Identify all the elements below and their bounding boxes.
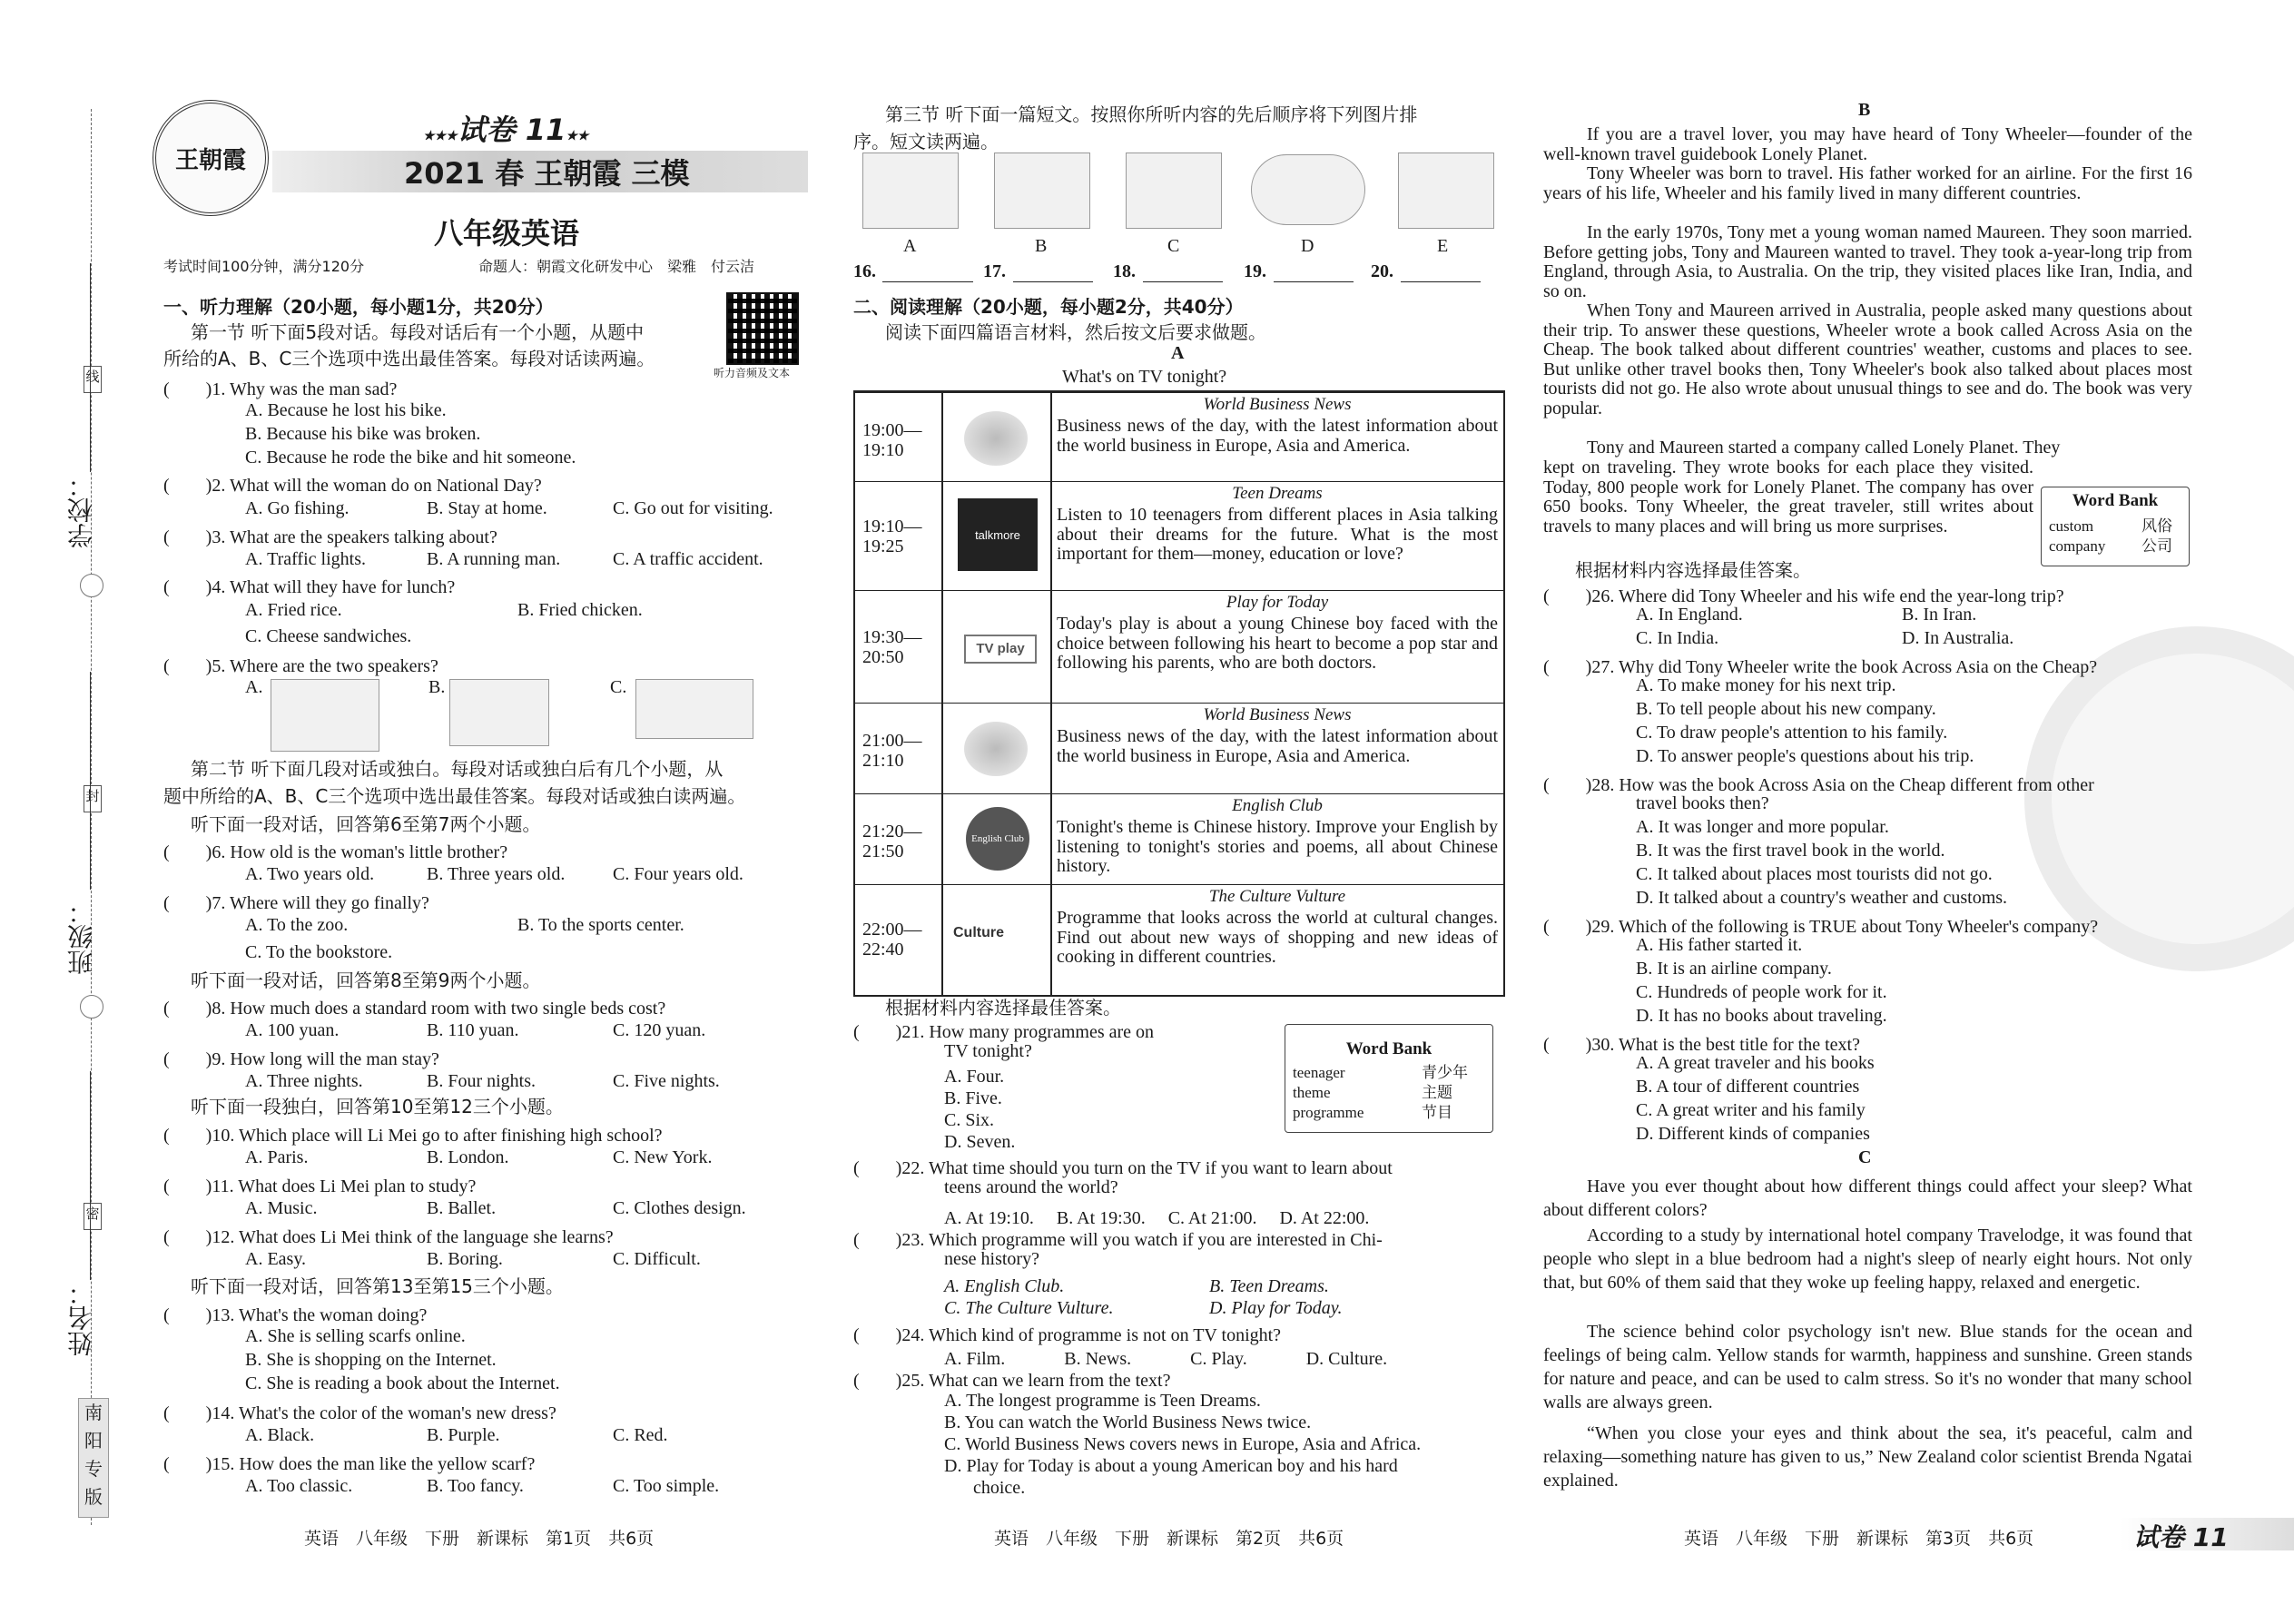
option[interactable]: D. In Australia. [1902,628,2014,648]
option[interactable]: B. Stay at home. [427,498,547,518]
option[interactable]: A. She is selling scarfs online. [245,1326,466,1346]
program-desc: Listen to 10 teenagers from different places in Asia talking about their dreams for the future. What is the most important for them—money, education or love? [1057,505,1498,564]
edition-char: 南 [84,1402,103,1423]
option[interactable]: B. A tour of different countries [1636,1077,1860,1097]
option[interactable]: C. World Business News covers news in Europe, Asia and Africa. [944,1434,1422,1454]
picture-label: D [1301,236,1314,256]
word-bank-meaning: 青少年 [1422,1064,1468,1082]
time-end: 21:10 [862,751,904,771]
star-icon: ★★★ [423,130,458,143]
word-bank-meaning: 风俗 [2141,517,2172,536]
news-icon [964,411,1028,466]
question-15[interactable]: ( )15. How does the man like the yellow scarf? [163,1454,536,1474]
blank-number: 18. [1113,261,1136,281]
answer-blank[interactable] [1244,261,1266,282]
passage-b-paragraph: If you are a travel lover, you may have heard of Tony Wheeler—founder of the well-known travel guidebook Lonely Planet. [1543,124,2192,164]
option[interactable]: A. Because he lost his bike. [245,400,447,420]
option[interactable]: B. Too fancy. [427,1476,524,1496]
page-footer: 英语 八年级 下册 新课标 第3页 共6页 [1684,1529,2034,1549]
edition-char: 阳 [84,1430,103,1452]
option[interactable]: C. Six. [944,1110,995,1130]
option[interactable]: B. Because his bike was broken. [245,424,481,444]
question-text: nese history? [944,1249,1039,1269]
table-row [855,481,1503,591]
time-cell [862,920,922,960]
time-cell [862,420,922,460]
option[interactable]: C. Cheese sandwiches. [245,626,412,646]
eating-picture [862,153,959,229]
playing-picture [994,153,1090,229]
sec1-instr: 第一节 听下面5段对话。每段对话后有一个小题，从题中 [191,321,645,343]
time-cell [862,627,922,667]
option[interactable]: B. Teen Dreams. [1209,1276,1329,1296]
question-9[interactable]: ( )9. How long will the man stay? [163,1049,439,1069]
table-row [855,392,1503,482]
program-desc: Business news of the day, with the latest information about the world business in Europe, Asia and America. [1057,726,1498,766]
passage-label: A [1171,343,1185,363]
logo-text: 王朝霞 [174,146,246,174]
edition-char: 专 [84,1458,103,1480]
question-14[interactable]: ( )14. What's the color of the woman's new dress? [163,1403,556,1423]
question-4[interactable]: ( )4. What will they have for lunch? [163,577,456,597]
question-8[interactable]: ( )8. How much does a standard room with two single beds cost? [163,999,666,1019]
word-bank-title: Word Bank [1345,1039,1433,1058]
option[interactable]: C. Five nights. [613,1071,720,1091]
option[interactable]: A. Easy. [245,1249,307,1269]
culture-logo: Culture [953,925,1004,940]
time-start: 21:00— [862,731,922,751]
word-bank-term: company [2049,537,2106,555]
option[interactable]: D. It has no books about traveling. [1636,1006,1887,1026]
news-icon [964,722,1028,776]
school-label: 学校： [66,472,96,548]
paper-tag-footer: 试卷 11 [2133,1522,2229,1552]
option[interactable]: C. Clothes design. [613,1198,746,1218]
theater-picture [449,679,549,746]
time-start: 19:30— [862,627,922,647]
option[interactable]: C. The Culture Vulture. [944,1298,1114,1318]
piano-picture [1398,153,1494,229]
program-title: Teen Dreams [1232,484,1323,503]
option[interactable]: B. To tell people about his new company. [1636,699,1936,719]
blank-number: 17. [983,261,1006,281]
option[interactable]: B. Ballet. [427,1198,497,1218]
word-bank-term: programme [1293,1104,1364,1121]
picture-label: C [1167,236,1180,256]
picture-label: B [1035,236,1048,256]
bread-picture [1251,154,1365,225]
hole-icon [80,995,103,1019]
answer-blank[interactable] [983,261,1006,282]
option[interactable]: C. Go out for visiting. [613,498,773,518]
question-13[interactable]: ( )13. What's the woman doing? [163,1305,428,1325]
word-bank [2041,487,2190,566]
question-23[interactable]: ( )23. Which programme will you watch if you are interested in Chi- [853,1230,1383,1250]
question-6[interactable]: ( )6. How old is the woman's little brother? [163,842,508,862]
option[interactable]: C. It talked about places most tourists did not go. [1636,864,1993,884]
option[interactable]: C. Because he rode the bike and hit someone. [245,448,576,468]
option[interactable]: C. New York. [613,1147,713,1167]
paper-tag-label: 试卷 11 [457,113,566,147]
dialog-intro: 听下面一段对话，回答第8至第9两个小题。 [191,969,541,991]
blank-line[interactable] [1274,281,1354,282]
option[interactable]: B. Three years old. [427,864,566,884]
passage-label: C [1858,1147,1872,1167]
answer-blank[interactable] [1371,261,1393,282]
option[interactable]: A. To make money for his next trip. [1636,675,1896,695]
picture-label: A [903,236,917,256]
time-end: 22:40 [862,940,904,960]
option[interactable]: C. A great writer and his family [1636,1100,1866,1120]
question-30[interactable]: ( )30. What is the best title for the text? [1543,1035,1860,1055]
passage-b-paragraph: kept on traveling. They wrote books for each place they visited. Today, 800 people work for Lonely Planet. The company has over 650 books. Tony Wheeler, the great traveler, still writes about travels to many places and will bring us more surprises. [1543,458,2033,536]
option-row[interactable]: A. Film. B. News. C. Play. D. Culture. [944,1349,1388,1369]
option[interactable]: A. Paris. [245,1147,309,1167]
program-desc: Tonight's theme is Chinese history. Improve your English by listening to tonight's stories and poems, all about Chinese history. [1057,817,1498,876]
time-end: 19:10 [862,440,904,460]
option[interactable]: D. Play for Today is about a young American boy and his hard [944,1456,1398,1476]
option[interactable]: B. London. [427,1147,509,1167]
option[interactable]: B. Fried chicken. [517,600,643,620]
passage-b-paragraph: When Tony and Maureen arrived in Australia, people asked many questions about their trip. To answer these questions, Wheeler wrote a book called Across Asia on the Cheap. The book talked about different countries' weather, customs and places to see. But unlike other travel books then, Tony Wheeler's book also talked about places most tourists did not go. He also wrote about unusual things to see and do. The book was very popular. [1543,300,2192,418]
option[interactable]: A. Two years old. [245,864,375,884]
option[interactable]: B. In Iran. [1902,605,1977,625]
option[interactable]: A. Fried rice. [245,600,342,620]
option[interactable]: B. Four nights. [427,1071,537,1091]
table-row [855,590,1503,704]
option[interactable]: A. Black. [245,1425,315,1445]
option[interactable]: A. Three nights. [245,1071,363,1091]
page-footer: 英语 八年级 下册 新课标 第1页 共6页 [304,1529,655,1549]
cycling-picture [1126,153,1222,229]
page-title: 八年级英语 [434,216,580,251]
option[interactable]: B. Purple. [427,1425,500,1445]
option[interactable]: C. In India. [1636,628,1719,648]
program-title: The Culture Vulture [1208,887,1346,906]
dialog-intro: 听下面一段独白，回答第10至第12三个小题。 [191,1096,564,1117]
option[interactable]: B. Boring. [427,1249,503,1269]
passage-b-paragraph: In the early 1970s, Tony met a young woman named Maureen. They soon married. Before getting jobs, Tony and Maureen wanted to travel. They took a-year-long trip from England, through Asia, to Australia. On the trip, they visited places like Iran, India, and so on. [1543,222,2192,301]
tvplay-logo: TV play [964,635,1037,664]
qr-caption: 听力音频及文本 [714,367,791,379]
option[interactable]: D. Seven. [944,1132,1016,1152]
option[interactable]: choice. [973,1478,1026,1498]
option[interactable]: C. To draw people's attention to his family. [1636,723,1948,743]
school-field[interactable] [90,263,91,472]
program-title: English Club [1232,796,1323,815]
option[interactable]: C. To the bookstore. [245,942,393,962]
blank-number: 16. [853,261,876,281]
question-29[interactable]: ( )29. Which of the following is TRUE about Tony Wheeler's company? [1543,917,2099,937]
blank-line[interactable] [1013,281,1093,282]
exam-info: 考试时间100分钟，满分120分 [163,258,365,275]
question-26[interactable]: ( )26. Where did Tony Wheeler and his wife end the year-long trip? [1543,586,2064,606]
exam-banner: 2021 春 王朝霞 三模 [404,156,690,191]
option[interactable]: A. His father started it. [1636,935,1803,955]
option[interactable]: B. 110 yuan. [427,1020,519,1040]
option[interactable]: B. It is an airline company. [1636,959,1832,979]
talkmore-logo: talkmore [958,498,1038,571]
reading-title: 二、阅读理解（20小题，每小题2分，共40分） [853,296,1244,318]
name-label: 姓名： [66,1280,96,1356]
dialog-intro: 听下面一段对话，回答第13至第15三个小题。 [191,1275,564,1297]
option[interactable]: C. A traffic accident. [613,549,763,569]
option[interactable]: B. You can watch the World Business News twice. [944,1412,1312,1432]
star-icon: ★★ [566,130,589,143]
passage-c-paragraph: Have you ever thought about how different things could affect your sleep? What about different colors? [1543,1176,2192,1220]
hole-icon [80,574,103,597]
option[interactable]: A. To the zoo. [245,915,349,935]
word-bank [1285,1024,1493,1133]
time-cell [862,822,922,861]
question-text: TV tonight? [944,1041,1032,1061]
option[interactable]: D. To answer people's questions about his trip. [1636,746,1974,766]
dialog-intro: 听下面一段对话，回答第6至第7两个小题。 [191,813,541,835]
sec1-instr: 所给的A、B、C三个选项中选出最佳答案。每段对话读两遍。 [163,348,655,369]
option[interactable]: D. Different kinds of companies [1636,1124,1870,1144]
blank-line[interactable] [882,281,973,282]
option-row[interactable]: A. At 19:10. B. At 19:30. C. At 21:00. D. At 22:00. [944,1208,1370,1228]
option[interactable]: A. Go fishing. [245,498,350,518]
option[interactable]: A. It was longer and more popular. [1636,817,1889,837]
question-2[interactable]: ( )2. What will the woman do on National Day? [163,476,542,496]
option[interactable]: B. Five. [944,1088,1002,1108]
option[interactable]: A. Four. [944,1067,1005,1087]
answer-blank[interactable] [1113,261,1136,282]
time-end: 20:50 [862,647,904,667]
brand-logo [153,100,269,216]
option[interactable]: A. Too classic. [245,1476,353,1496]
answer-blank[interactable] [853,261,876,282]
option[interactable]: B. A running man. [427,549,561,569]
paper-tag [423,107,588,149]
time-end: 21:50 [862,842,904,861]
option[interactable]: B. To the sports center. [517,915,684,935]
word-bank-term: teenager [1293,1064,1345,1081]
tv-schedule-table [853,390,1505,997]
word-bank-term: theme [1293,1084,1331,1101]
question-21[interactable]: ( )21. How many programmes are on [853,1022,1155,1042]
program-desc: Programme that looks across the world at cultural changes. Find out about new ways of shopping and new ideas of cooking in different countries. [1057,908,1498,967]
option[interactable]: A. Music. [245,1198,318,1218]
word-bank-term: custom [2049,517,2094,535]
option[interactable]: B. She is shopping on the Internet. [245,1350,497,1370]
question-24[interactable]: ( )24. Which kind of programme is not on TV tonight? [853,1325,1282,1345]
picture-label: E [1437,236,1449,256]
blank-number: 19. [1244,261,1266,281]
option[interactable]: C. Hundreds of people work for it. [1636,982,1887,1002]
class-field[interactable] [90,672,91,890]
program-desc: Business news of the day, with the latest information about the world business in Europe, Asia and America. [1057,416,1498,456]
program-desc: Today's play is about a young Chinese boy faced with the choice between following his heart to become a pop star and following his parents, who are both doctors. [1057,614,1498,673]
sec3-instr: 第三节 听下面一篇短文。按照你所听内容的先后顺序将下列图片排 [885,103,1418,125]
seal-mark-seal: 封 [84,785,102,812]
passage-label: B [1858,100,1871,120]
question-5[interactable]: ( )5. Where are the two speakers? [163,656,438,676]
blank-line[interactable] [1401,281,1481,282]
seal-mark-secret: 密 [84,1203,102,1230]
option[interactable]: C. 120 yuan. [613,1020,706,1040]
class-label: 班级： [66,899,96,975]
option[interactable]: A. English Club. [944,1276,1065,1296]
question-22[interactable]: ( )22. What time should you turn on the TV if you want to learn about [853,1158,1393,1178]
passage-b-paragraph: Tony and Maureen started a company called Lonely Planet. They [1587,438,2061,458]
option[interactable]: C. Difficult. [613,1249,701,1269]
restaurant-picture [635,679,753,739]
word-bank-meaning: 节目 [1422,1104,1452,1122]
option[interactable]: C. Too simple. [613,1476,720,1496]
word-bank-title: Word Bank [2072,491,2159,510]
option[interactable]: A. A great traveler and his books [1636,1053,1875,1073]
option[interactable]: B. [428,677,446,697]
option[interactable]: A. [245,677,263,697]
time-start: 21:20— [862,822,922,842]
option[interactable]: D. It talked about a country's weather and customs. [1636,888,2008,908]
passage-a-instr: 根据材料内容选择最佳答案。 [885,997,1121,1019]
classroom-picture [271,679,379,752]
word-bank-meaning: 主题 [1422,1084,1452,1102]
blank-line[interactable] [1143,281,1223,282]
question-3[interactable]: ( )3. What are the speakers talking about? [163,527,497,547]
question-11[interactable]: ( )11. What does Li Mei plan to study? [163,1176,477,1196]
passage-b-instr: 根据材料内容选择最佳答案。 [1575,559,1811,581]
program-title: World Business News [1203,395,1352,414]
reading-intro: 阅读下面四篇语言材料，然后按文后要求做题。 [885,321,1266,343]
question-10[interactable]: ( )10. Which place will Li Mei go to after finishing high school? [163,1126,663,1146]
listening-title: 一、听力理解（20小题，每小题1分，共20分） [163,296,554,318]
passage-b-paragraph: Tony Wheeler was born to travel. His father worked for an airline. For the first 16 years of his life, Wheeler and his family lived in many different countries. [1543,163,2192,203]
time-start: 19:10— [862,517,922,536]
sec2-instr: 第二节 听下面几段对话或独白。每段对话或独白后有几个小题，从 [191,758,724,780]
sec3-instr: 序。短文读两遍。 [853,131,999,153]
edition-box [78,1398,109,1518]
time-start: 19:00— [862,420,922,440]
option[interactable]: D. Play for Today. [1209,1298,1343,1318]
option[interactable]: A. Traffic lights. [245,549,366,569]
qr-code[interactable] [726,292,799,365]
seal-mark-line: 线 [84,366,102,393]
passage-c-paragraph: The science behind color psychology isn't new. Blue stands for the ocean and feelings of being calm. Yellow stands for warmth, happiness and sunshine. Green stands for nature and peace, and can be used to calm stress. So it's no wonder that many school walls are always green. [1543,1322,2192,1412]
question-7[interactable]: ( )7. Where will they go finally? [163,893,429,913]
passage-c-paragraph: According to a study by international hotel company Travelodge, it was found that people who slept in a blue bedroom had a night's sleep of nearly eight hours. Not only that, but 60% of them said that they woke up feeling happy, relaxed and energetic. [1543,1225,2192,1293]
page-footer: 英语 八年级 下册 新课标 第2页 共6页 [994,1529,1344,1549]
option[interactable]: C. Four years old. [613,864,743,884]
english-club-logo: English Club [966,807,1029,871]
program-title: World Business News [1203,705,1352,724]
question-text: travel books then? [1636,793,1769,813]
passage-title: What's on TV tonight? [1062,367,1227,387]
option[interactable]: C. She is reading a book about the Internet. [245,1373,560,1393]
option[interactable]: A. In England. [1636,605,1743,625]
option[interactable]: A. The longest programme is Teen Dreams. [944,1391,1261,1411]
option[interactable]: A. 100 yuan. [245,1020,340,1040]
time-end: 19:25 [862,536,904,556]
question-27[interactable]: ( )27. Why did Tony Wheeler write the book Across Asia on the Cheap? [1543,657,2098,677]
passage-c-paragraph: “When you close your eyes and think about the sea, it's peaceful, calm and relaxing—something nature has given to us,” New Zealand color scientist Brenda Ngatai explained. [1543,1423,2192,1491]
authors: 命题人：朝霞文化研发中心 梁雅 付云洁 [478,258,755,275]
time-cell [862,517,922,556]
name-field[interactable] [90,1071,91,1280]
sec2-instr: 题中所给的A、B、C三个选项中选出最佳答案。每段对话或独白读两遍。 [163,785,746,807]
table-row [855,793,1503,885]
word-bank-meaning: 公司 [2141,537,2172,556]
question-12[interactable]: ( )12. What does Li Mei think of the language she learns? [163,1227,614,1247]
blank-number: 20. [1371,261,1393,281]
time-cell [862,731,922,771]
option[interactable]: C. Red. [613,1425,668,1445]
question-1[interactable]: ( )1. Why was the man sad? [163,379,398,399]
question-25[interactable]: ( )25. What can we learn from the text? [853,1371,1171,1391]
option[interactable]: B. It was the first travel book in the world. [1636,841,1945,861]
time-start: 22:00— [862,920,922,940]
edition-char: 版 [84,1486,103,1508]
question-28[interactable]: ( )28. How was the book Across Asia on the Cheap different from other [1543,775,2094,795]
program-title: Play for Today [1226,593,1329,612]
table-row [855,884,1503,996]
option[interactable]: C. [610,677,627,697]
table-row [855,703,1503,794]
question-text: teens around the world? [944,1177,1118,1197]
